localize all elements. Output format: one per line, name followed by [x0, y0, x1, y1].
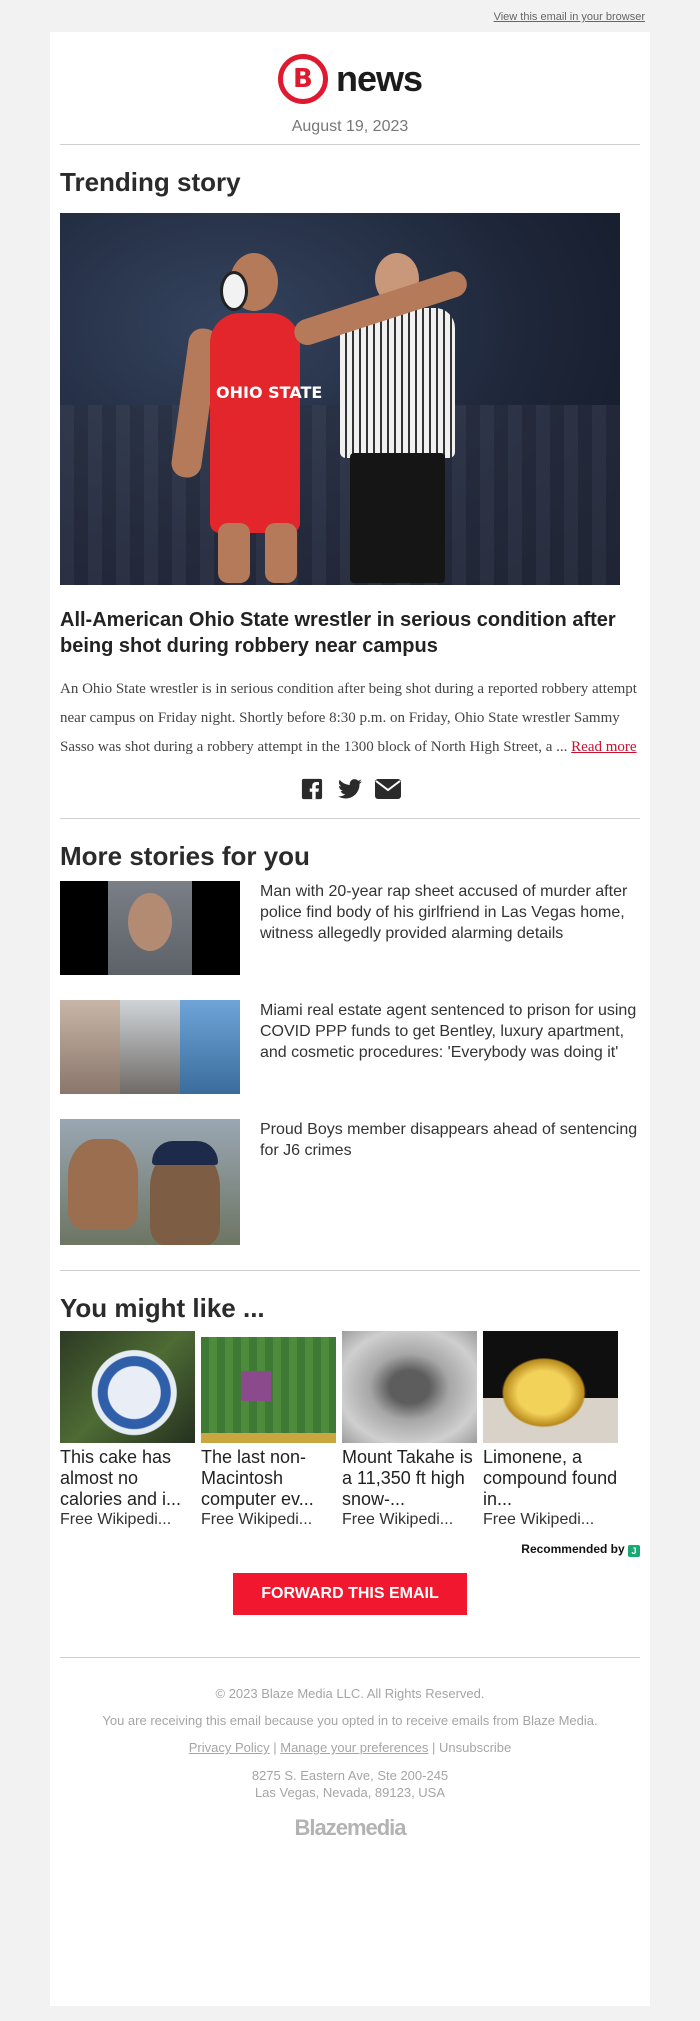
facebook-icon[interactable] — [299, 778, 325, 800]
story-title[interactable]: Man with 20-year rap sheet accused of murder after police find body of his girlfriend in Las Vegas home, witness allegedly provided alarming details — [260, 883, 628, 942]
top-bar — [0, 0, 700, 32]
more-stories-heading: More stories for you — [60, 841, 310, 871]
story-title[interactable]: Miami real estate agent sentenced to prison for using COVID PPP funds to get Bentley, luxury apartment, and cosmetic procedures: 'Everybody was doing it' — [260, 1002, 637, 1061]
more-stories-section — [50, 819, 650, 1245]
blaze-logo-icon: B — [278, 54, 328, 104]
share-icons — [60, 778, 640, 818]
you-might-like-heading: You might like ... — [60, 1293, 265, 1323]
recommendation-source: Free Wikipedi... — [201, 1511, 313, 1528]
recommendation-source: Free Wikipedi... — [60, 1511, 172, 1528]
story-item[interactable] — [60, 1000, 640, 1094]
recommendation-image[interactable] — [483, 1331, 618, 1443]
wrestler-figure — [170, 233, 340, 583]
recommendation-title[interactable]: Mount Takahe is a 11,350 ft high snow-... — [342, 1447, 473, 1509]
optin-notice: You are receiving this email because you opted in to receive emails from Blaze Media. — [102, 1713, 598, 1728]
email-icon[interactable] — [375, 778, 401, 800]
trending-heading: Trending story — [60, 167, 241, 197]
recommendation-image[interactable] — [201, 1331, 336, 1443]
brand-name: news — [335, 58, 423, 99]
trending-story-image[interactable] — [60, 213, 620, 585]
issue-date: August 19, 2023 — [291, 118, 409, 135]
recommendation-title[interactable]: Limonene, a compound found in... — [483, 1447, 618, 1509]
story-item[interactable] — [60, 1119, 640, 1245]
unsubscribe-link[interactable]: Unsubscribe — [439, 1740, 512, 1755]
email-header — [50, 32, 650, 144]
recommendation-card[interactable] — [60, 1331, 195, 1530]
story-thumbnail[interactable] — [60, 1000, 240, 1094]
jersey-text: OHIO STATE — [216, 383, 323, 402]
trending-story-summary: An Ohio State wrestler is in serious condition after being shot during a reported robbery attempt near campus on Friday night. Shortly before 8:30 p.m. on Friday, Ohio State wrestler Sammy Sasso was shot during a robbery attempt in the 1300 block of North High Street, a ... Read more — [60, 681, 637, 755]
manage-preferences-link[interactable]: Manage your preferences — [280, 1740, 429, 1755]
view-in-browser-link[interactable]: View this email in your browser — [493, 11, 645, 23]
story-title[interactable]: Proud Boys member disappears ahead of sentencing for J6 crimes — [260, 1121, 638, 1159]
trending-story-title[interactable]: All-American Ohio State wrestler in serious condition after being shot during robbery near campus — [60, 609, 616, 657]
privacy-policy-link[interactable]: Privacy Policy — [188, 1740, 270, 1755]
recommendation-source: Free Wikipedi... — [483, 1511, 595, 1528]
brand-logo[interactable] — [278, 54, 422, 104]
read-more-link[interactable]: Read more — [571, 739, 637, 755]
forward-email-button[interactable]: FORWARD THIS EMAIL — [233, 1573, 467, 1615]
postal-address: 8275 S. Eastern Ave, Ste 200-245 Las Vegas, Nevada, 89123, USA — [251, 1768, 449, 1800]
twitter-icon[interactable] — [337, 778, 363, 800]
recommendation-image[interactable] — [342, 1331, 477, 1443]
recommendation-title[interactable]: This cake has almost no calories and i... — [60, 1447, 182, 1509]
story-thumbnail[interactable] — [60, 881, 240, 975]
blaze-media-logo[interactable]: Blazemedia — [294, 1815, 406, 1840]
recommendation-image[interactable] — [60, 1331, 195, 1443]
recommendation-card[interactable] — [483, 1331, 618, 1530]
recommendation-grid — [60, 1331, 640, 1530]
story-thumbnail[interactable] — [60, 1119, 240, 1245]
recommendation-card[interactable] — [342, 1331, 477, 1530]
you-might-like-section — [50, 1271, 650, 1657]
recommendation-source: Free Wikipedi... — [342, 1511, 454, 1528]
email-body — [50, 32, 650, 2006]
story-item[interactable] — [60, 881, 640, 975]
email-footer — [50, 1658, 650, 1841]
recommendation-card[interactable] — [201, 1331, 336, 1530]
recommendation-title[interactable]: The last non-Macintosh computer ev... — [201, 1447, 314, 1509]
copyright-text: © 2023 Blaze Media LLC. All Rights Reserved. — [215, 1686, 485, 1701]
trending-section — [50, 145, 650, 818]
recommended-by[interactable]: Recommended by J — [60, 1542, 640, 1557]
footer-links: Privacy Policy | Manage your preferences | Unsubscribe — [188, 1740, 512, 1755]
jeeng-logo-icon: J — [628, 1545, 640, 1557]
